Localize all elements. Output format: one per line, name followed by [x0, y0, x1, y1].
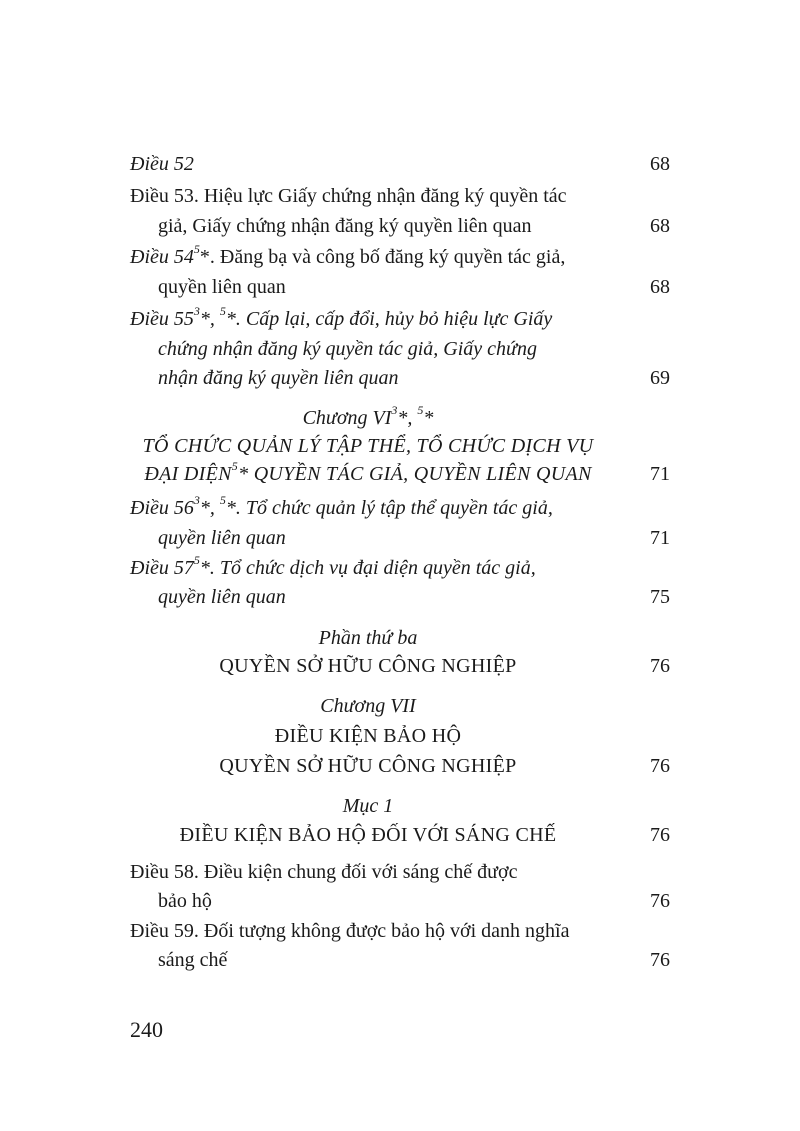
toc-page-dieu-52: 68	[650, 153, 670, 175]
toc-entry-dieu-57-suffix: *. Tổ chức dịch vụ đại diện quyền tác giả,	[199, 557, 536, 579]
toc-entry-dieu-56-sup2: 5	[219, 493, 226, 508]
chapter-6-title-line2-suffix: * QUYỀN TÁC GIẢ, QUYỀN LIÊN QUAN	[238, 463, 592, 485]
toc-page-dieu-56: 71	[650, 527, 670, 549]
toc-entry-dieu-55-prefix: Điều 55	[130, 308, 194, 330]
toc-entry-dieu-54-prefix: Điều 54	[130, 246, 194, 268]
part-3-title: QUYỀN SỞ HỮU CÔNG NGHIỆP	[219, 655, 517, 677]
toc-page-dieu-53: 68	[650, 215, 670, 237]
toc-entry-dieu-56-line2: quyền liên quan	[158, 527, 286, 549]
toc-entry-dieu-55-mid: *,	[199, 308, 220, 330]
toc-entry-dieu-57-sup: 5	[193, 553, 200, 568]
chapter-7-label: Chương VII	[320, 695, 416, 717]
toc-entry-dieu-56-mid: *,	[199, 497, 220, 519]
toc-entry-dieu-56-line1	[130, 493, 553, 520]
toc-page-part-3: 76	[650, 655, 670, 677]
chapter-6-title-line2	[130, 459, 606, 486]
toc-entry-dieu-52: Điều 52	[130, 153, 194, 175]
toc-entry-dieu-55-sup2: 5	[219, 304, 226, 319]
toc-entry-dieu-56-suffix: *. Tổ chức quản lý tập thể quyền tác giả,	[225, 497, 553, 519]
chapter-7-title-line2: QUYỀN SỞ HỮU CÔNG NGHIỆP	[219, 755, 517, 777]
toc-page-dieu-59: 76	[650, 949, 670, 971]
chapter-6-title-line2-sup: 5	[231, 459, 239, 474]
toc-entry-dieu-54-line2: quyền liên quan	[158, 276, 286, 298]
toc-page-dieu-55: 69	[650, 367, 670, 389]
chapter-6-label-mid: *,	[397, 407, 418, 429]
toc-entry-dieu-59-line1: Điều 59. Đối tượng không được bảo hộ với danh nghĩa	[130, 920, 570, 942]
chapter-6-label-sup1: 3	[391, 403, 398, 418]
page-number: 240	[130, 1017, 163, 1042]
toc-page-chapter-6: 71	[650, 463, 670, 485]
section-1-title: ĐIỀU KIỆN BẢO HỘ ĐỐI VỚI SÁNG CHẾ	[179, 824, 557, 846]
toc-page-dieu-54: 68	[650, 276, 670, 298]
toc-entry-dieu-57-line1	[130, 553, 536, 580]
chapter-6-label-suffix: *	[423, 407, 434, 429]
chapter-6-label	[130, 403, 606, 430]
toc-entry-dieu-53-line1: Điều 53. Hiệu lực Giấy chứng nhận đăng ký quyền tác	[130, 185, 567, 207]
chapter-6-label-sup2: 5	[417, 403, 424, 418]
part-3-label: Phần thứ ba	[318, 627, 418, 649]
toc-entry-dieu-58-line1: Điều 58. Điều kiện chung đối với sáng chế được	[130, 861, 518, 883]
toc-entry-dieu-53-line2: giả, Giấy chứng nhận đăng ký quyền liên quan	[158, 215, 532, 237]
toc-page-dieu-57: 75	[650, 586, 670, 608]
toc-entry-dieu-55-suffix: *. Cấp lại, cấp đổi, hủy bỏ hiệu lực Giấy	[225, 308, 553, 330]
toc-entry-dieu-56-prefix: Điều 56	[130, 497, 194, 519]
chapter-6-label-prefix: Chương VI	[302, 407, 392, 429]
toc-entry-dieu-58-line2: bảo hộ	[158, 890, 212, 912]
chapter-7-title-line1: ĐIỀU KIỆN BẢO HỘ	[274, 725, 462, 747]
toc-entry-dieu-55-line1	[130, 304, 553, 331]
toc-entry-dieu-55-sup1: 3	[193, 304, 200, 319]
toc-entry-dieu-59-line2: sáng chế	[158, 949, 228, 971]
toc-entry-dieu-55-line3: nhận đăng ký quyền liên quan	[158, 367, 399, 389]
chapter-6-title-line1: TỔ CHỨC QUẢN LÝ TẬP THỂ, TỔ CHỨC DỊCH VỤ	[142, 435, 594, 457]
toc-entry-dieu-55-line2: chứng nhận đăng ký quyền tác giả, Giấy chứng	[158, 338, 537, 360]
toc-page-dieu-58: 76	[650, 890, 670, 912]
toc-entry-dieu-54-suffix: *. Đăng bạ và công bố đăng ký quyền tác giả,	[199, 246, 566, 268]
toc-entry-dieu-57-line2: quyền liên quan	[158, 586, 286, 608]
toc-entry-dieu-57-prefix: Điều 57	[130, 557, 194, 579]
toc-page-section-1: 76	[650, 824, 670, 846]
toc-entry-dieu-56-sup1: 3	[193, 493, 200, 508]
chapter-6-title-line2-prefix: ĐẠI DIỆN	[144, 463, 232, 485]
toc-page-chapter-7: 76	[650, 755, 670, 777]
toc-entry-dieu-54-sup: 5	[193, 242, 200, 257]
toc-entry-dieu-54-line1	[130, 242, 566, 269]
section-1-label: Mục 1	[342, 795, 394, 817]
